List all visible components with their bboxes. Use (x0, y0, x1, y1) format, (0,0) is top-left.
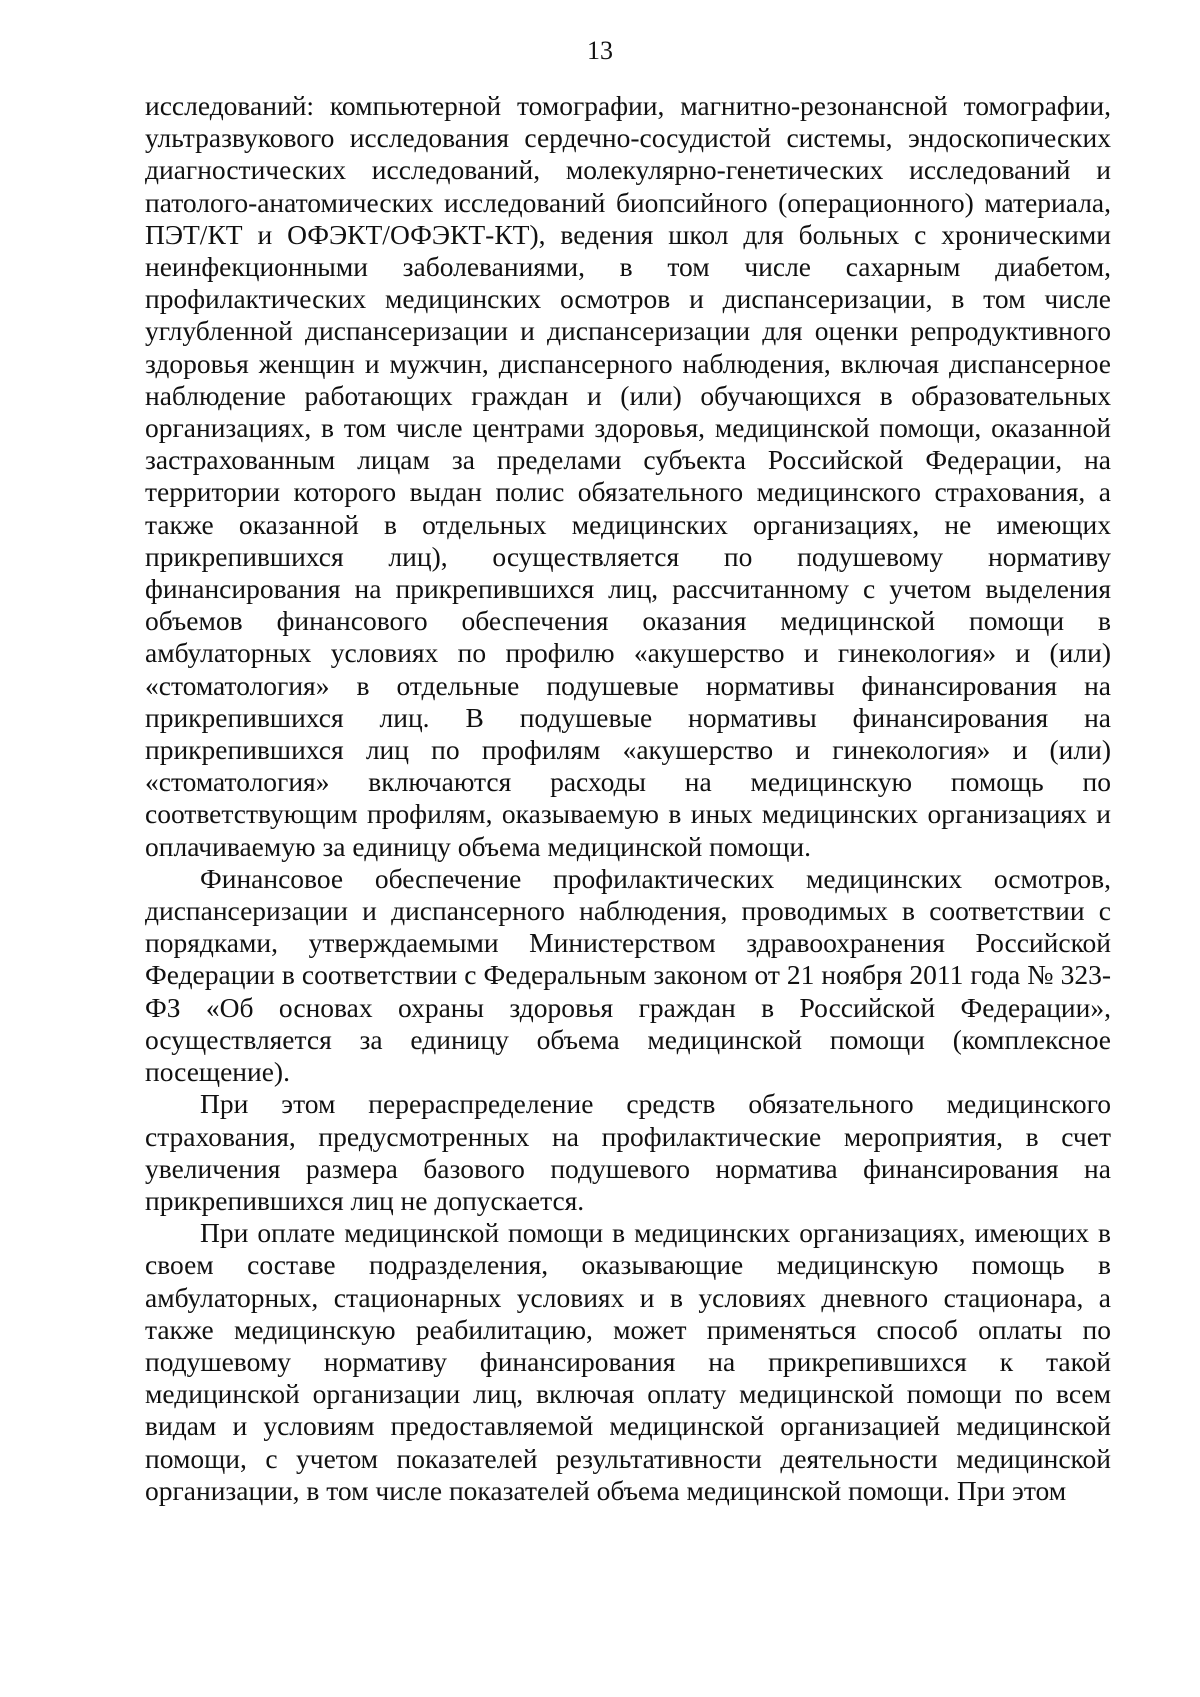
document-body (145, 90, 1111, 1507)
paragraph-1: исследований: компьютерной томографии, магнитно-резонансной томографии, ультразвукового исследования сердечно-сосудистой системы, эндоскопических диагностических исследований, молекулярно-генетических исследований и патолого-анатомических исследований биопсийного (операционного) материала, ПЭТ/КТ и ОФЭКТ/ОФЭКТ-КТ), ведения школ для больных с хроническими неинфекционными заболеваниями, в том числе сахарным диабетом, профилактических медицинских осмотров и диспансеризации, в том числе углубленной диспансеризации и диспансеризации для оценки репродуктивного здоровья женщин и мужчин, диспансерного наблюдения, включая диспансерное наблюдение работающих граждан и (или) обучающихся в образовательных организациях, в том числе центрами здоровья, медицинской помощи, оказанной застрахованным лицам за пределами субъекта Российской Федерации, на территории которого выдан полис обязательного медицинского страхования, а также оказанной в отдельных медицинских организациях, не имеющих прикрепившихся лиц), осуществляется по подушевому нормативу финансирования на прикрепившихся лиц, рассчитанному с учетом выделения объемов финансового обеспечения оказания медицинской помощи в амбулаторных условиях по профилю «акушерство и гинекология» и (или) «стоматология» в отдельные подушевые нормативы финансирования на прикрепившихся лиц. В подушевые нормативы финансирования на прикрепившихся лиц по профилям «акушерство и гинекология» и (или) «стоматология» включаются расходы на медицинскую помощь по соответствующим профилям, оказываемую в иных медицинских организациях и оплачиваемую за единицу объема медицинской помощи. (145, 90, 1111, 862)
page-number: 13 (587, 36, 613, 65)
paragraph-3: При этом перераспределение средств обязательного медицинского страхования, предусмотренных на профилактические мероприятия, в счет увеличения размера базового подушевого норматива финансирования на прикрепившихся лиц не допускается. (145, 1088, 1111, 1216)
paragraph-4: При оплате медицинской помощи в медицинских организациях, имеющих в своем составе подразделения, оказывающие медицинскую помощь в амбулаторных, стационарных условиях и в условиях дневного стационара, а также медицинскую реабилитацию, может применяться способ оплаты по подушевому нормативу финансирования на прикрепившихся к такой медицинской организации лиц, включая оплату медицинской помощи по всем видам и условиям предоставляемой медицинской организацией медицинской помощи, с учетом показателей результативности деятельности медицинской организации, в том числе показателей объема медицинской помощи. При этом (145, 1217, 1111, 1506)
paragraph-2: Финансовое обеспечение профилактических медицинских осмотров, диспансеризации и диспансерного наблюдения, проводимых в соответствии с порядками, утверждаемыми Министерством здравоохранения Российской Федерации в соответствии с Федеральным законом от 21 ноября 2011 года № 323-ФЗ «Об основах охраны здоровья граждан в Российской Федерации», осуществляется за единицу объема медицинской помощи (комплексное посещение). (145, 862, 1111, 1088)
